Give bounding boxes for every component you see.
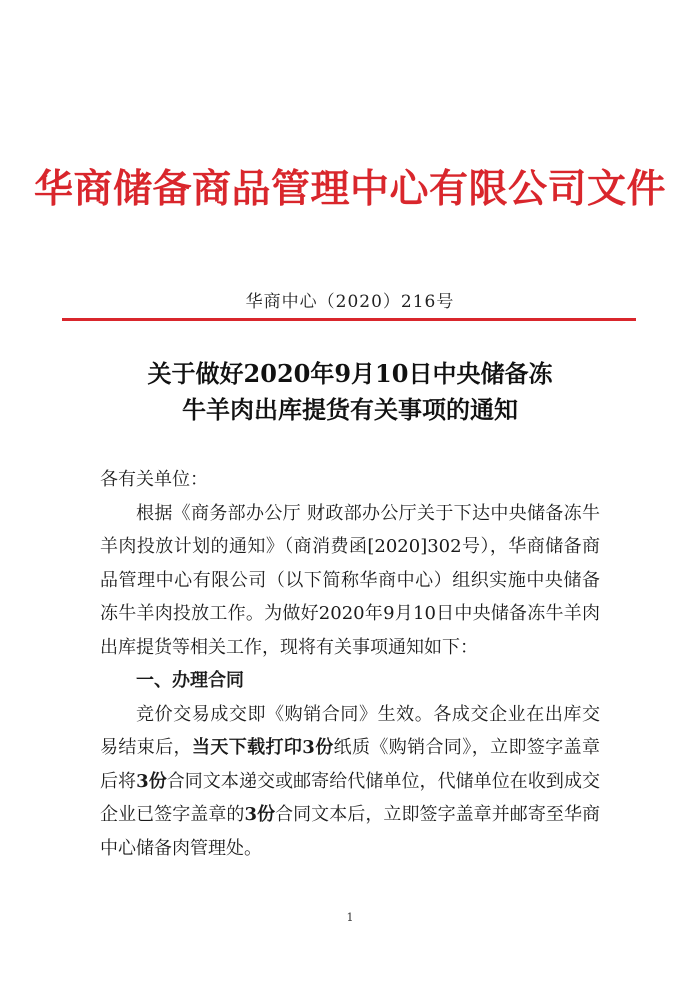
document-body [100, 463, 600, 865]
notice-title-line-2: 牛羊肉出库提货有关事项的通知 [182, 395, 518, 424]
notice-title [0, 356, 700, 428]
paragraph-contract-bold-3: 3份 [244, 804, 276, 825]
page-number: 1 [346, 911, 354, 924]
paragraph-contract-text-2: 纸质《购销合同》，立即签字盖章后将 [100, 737, 601, 792]
salutation: 各有关单位： [100, 469, 208, 490]
paragraph-contract-bold-2: 3份 [136, 770, 167, 792]
section-heading-contract: 一、办理合同 [136, 670, 244, 691]
paragraph-contract-text-4: 合同文本后，立即签字盖章并邮寄至华商中心储备肉管理处。 [100, 804, 601, 859]
paragraph-contract-text-3: 合同文本递交或邮寄给代储单位，代储单位在收到成交企业已签字盖章的 [100, 770, 600, 825]
org-header-title: 华商储备商品管理中心有限公司文件 [33, 167, 666, 212]
paragraph-contract [100, 698, 600, 866]
document-number: 华商中心（2020）216号 [245, 292, 455, 312]
red-divider-line [62, 318, 636, 321]
paragraph-intro: 根据《商务部办公厅 财政部办公厅关于下达中央储备冻牛羊肉投放计划的通知》（商消费函[2020]302号），华商储备商品管理中心有限公司（以下简称华商中心）组织实施中央储备冻牛羊肉投放工作。为做好2020年9月10日中央储备冻牛羊肉出库提货等相关工作，现将有关事项通知如下： [100, 502, 600, 658]
notice-title-line-1: 关于做好2020年9月10日中央储备冻 [147, 359, 553, 388]
paragraph-contract-bold-1: 当天下载打印3份 [191, 737, 334, 758]
paragraph-contract-text-1: 竞价交易成交即《购销合同》生效。各成交企业在出库交易结束后， [100, 703, 600, 758]
